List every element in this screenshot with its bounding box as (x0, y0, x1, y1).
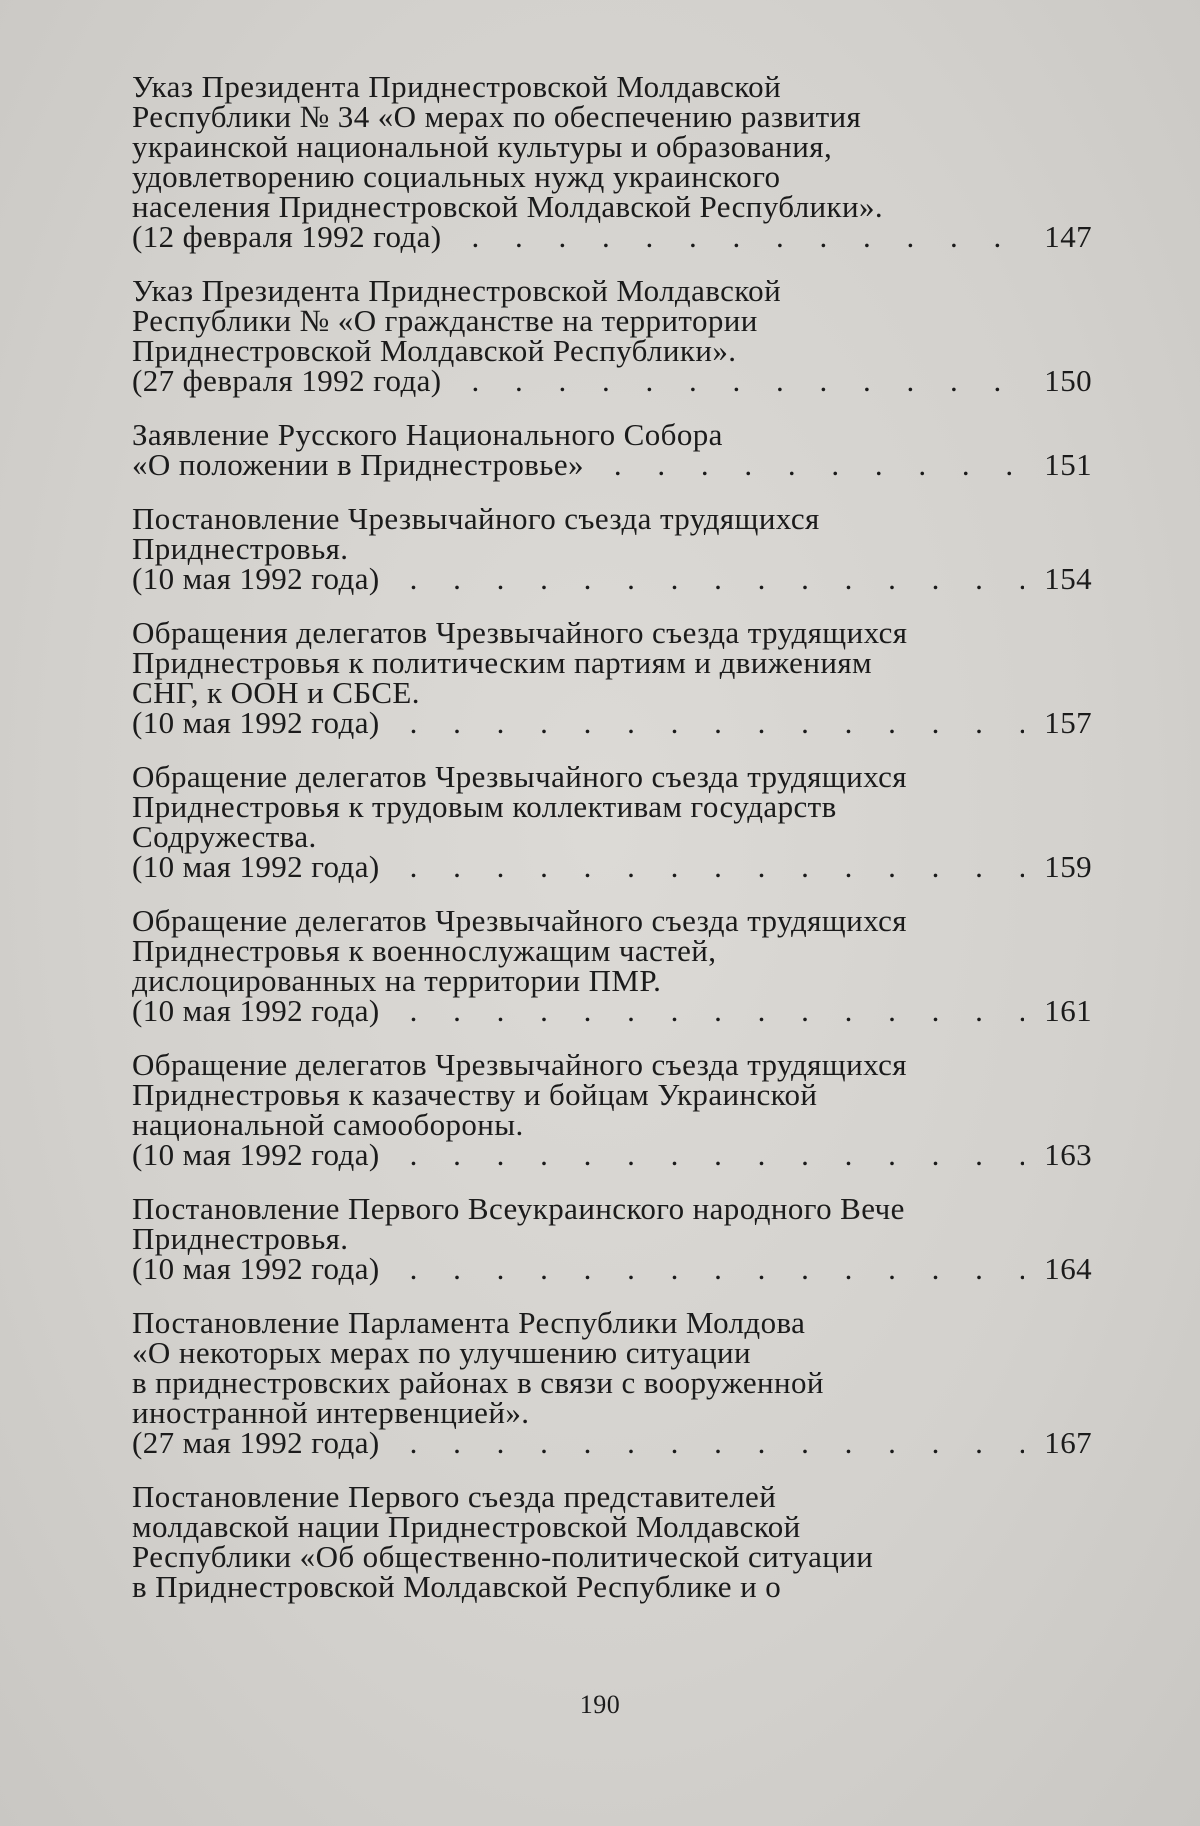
dot-leader (472, 222, 1024, 252)
toc-entry-title-line: Содружества. (132, 819, 317, 854)
dot-leader (472, 366, 1024, 396)
toc-entry-title-line: дислоцированных на территории ПМР. (132, 963, 662, 998)
toc-entry-date-row (132, 219, 1092, 254)
toc-entry (132, 417, 1092, 482)
toc-entry (132, 501, 1092, 596)
toc-entry-title-line: Указ Президента Приднестровской Молдавской (132, 69, 782, 104)
toc-entry-page-number: 154 (1044, 561, 1092, 596)
toc-entry-page-number: 159 (1044, 849, 1092, 884)
toc-entry-date-row (132, 447, 1092, 482)
toc-entry-title-line: Обращение делегатов Чрезвычайного съезда трудящихся (132, 903, 907, 938)
toc-entry-date: (10 мая 1992 года) (132, 1251, 380, 1286)
toc-entry-date: (10 мая 1992 года) (132, 1137, 380, 1172)
toc-entry-title-line: Республики № «О гражданстве на территории (132, 303, 758, 338)
dot-leader (410, 852, 1024, 882)
dot-leader (410, 1140, 1024, 1170)
toc-entry-title-line: национальной самообороны. (132, 1107, 524, 1142)
toc-entry (132, 69, 1092, 254)
toc-entry (132, 1191, 1092, 1286)
toc-entry (132, 759, 1092, 884)
toc-entry-date-row (132, 1425, 1092, 1460)
toc-entry-title-line: Обращения делегатов Чрезвычайного съезда трудящихся (132, 615, 908, 650)
toc-entry-title-line: Приднестровья. (132, 531, 349, 566)
toc-entry-title-line: Приднестровья к казачеству и бойцам Украинской (132, 1077, 818, 1112)
toc-entry-title-line: Республики «Об общественно-политической ситуации (132, 1539, 874, 1574)
dot-leader (614, 450, 1024, 480)
toc-entry-title-line: Приднестровья к политическим партиям и движениям (132, 645, 872, 680)
toc-entry-title-line: Приднестровья. (132, 1221, 349, 1256)
toc-entry-date-row (132, 1251, 1092, 1286)
toc-entry-title-line: Республики № 34 «О мерах по обеспечению развития (132, 99, 862, 134)
toc-entry-title-line: удовлетворению социальных нужд украинского (132, 159, 781, 194)
toc-entry-date: (10 мая 1992 года) (132, 849, 380, 884)
toc-entry-page-number: 147 (1044, 219, 1092, 254)
toc-entry-title-line: молдавской нации Приднестровской Молдавской (132, 1509, 801, 1544)
toc-entry-title-line: Приднестровья к военнослужащим частей, (132, 933, 717, 968)
toc-entry-title-line: СНГ, к ООН и СБСЕ. (132, 675, 420, 710)
toc-entry-title-line: Приднестровской Молдавской Республики». (132, 333, 737, 368)
toc-entry-page-number: 161 (1044, 993, 1092, 1028)
dot-leader (410, 564, 1024, 594)
toc-entry-title-line: в Приднестровской Молдавской Республике и о (132, 1569, 782, 1604)
dot-leader (410, 996, 1024, 1026)
table-of-contents (132, 69, 1092, 1626)
toc-entry-date-row (132, 561, 1092, 596)
toc-entry-title-line: украинской национальной культуры и образования, (132, 129, 833, 164)
toc-entry-date-row (132, 363, 1092, 398)
toc-entry-title-line: Постановление Первого съезда представителей (132, 1479, 777, 1514)
toc-entry-date: (12 февраля 1992 года) (132, 219, 442, 254)
toc-entry-page-number: 150 (1044, 363, 1092, 398)
toc-entry-title-line: Постановление Чрезвычайного съезда трудящихся (132, 501, 820, 536)
toc-entry-title-line: иностранной интервенцией». (132, 1395, 530, 1430)
toc-entry (132, 903, 1092, 1028)
toc-entry-title-line: в приднестровских районах в связи с вооруженной (132, 1365, 824, 1400)
toc-entry-page-number: 163 (1044, 1137, 1092, 1172)
toc-entry (132, 1479, 1092, 1604)
toc-entry (132, 615, 1092, 740)
dot-leader (410, 1254, 1024, 1284)
page-number: 190 (579, 1690, 621, 1719)
toc-entry (132, 273, 1092, 398)
toc-entry (132, 1047, 1092, 1172)
toc-entry-date: (27 февраля 1992 года) (132, 363, 442, 398)
toc-entry-date: (10 мая 1992 года) (132, 705, 380, 740)
dot-leader (410, 708, 1024, 738)
toc-entry-date-row (132, 993, 1092, 1028)
toc-entry-title-line: населения Приднестровской Молдавской Республики». (132, 189, 884, 224)
dot-leader (410, 1428, 1024, 1458)
toc-entry-page-number: 151 (1044, 447, 1092, 482)
toc-entry-title-line: Обращение делегатов Чрезвычайного съезда трудящихся (132, 759, 907, 794)
toc-entry-date: (10 мая 1992 года) (132, 993, 380, 1028)
toc-entry-title-line: Приднестровья к трудовым коллективам государств (132, 789, 837, 824)
toc-entry-title-line: Постановление Первого Всеукраинского народного Вече (132, 1191, 905, 1226)
toc-entry-page-number: 157 (1044, 705, 1092, 740)
toc-entry-title-line: Заявление Русского Национального Собора (132, 417, 723, 452)
toc-entry-page-number: 167 (1044, 1425, 1092, 1460)
toc-entry-date-row (132, 705, 1092, 740)
toc-entry-title-line: Постановление Парламента Республики Молдова (132, 1305, 806, 1340)
toc-entry (132, 1305, 1092, 1460)
toc-entry-title-line: «О некоторых мерах по улучшению ситуации (132, 1335, 752, 1370)
toc-entry-title-line: Обращение делегатов Чрезвычайного съезда трудящихся (132, 1047, 907, 1082)
toc-entry-date: (27 мая 1992 года) (132, 1425, 380, 1460)
toc-entry-title-line: Указ Президента Приднестровской Молдавской (132, 273, 782, 308)
toc-entry-date-row (132, 1137, 1092, 1172)
toc-entry-date-row (132, 849, 1092, 884)
toc-entry-date: (10 мая 1992 года) (132, 561, 380, 596)
toc-entry-page-number: 164 (1044, 1251, 1092, 1286)
toc-entry-date: «О положении в Приднестровье» (132, 447, 584, 482)
